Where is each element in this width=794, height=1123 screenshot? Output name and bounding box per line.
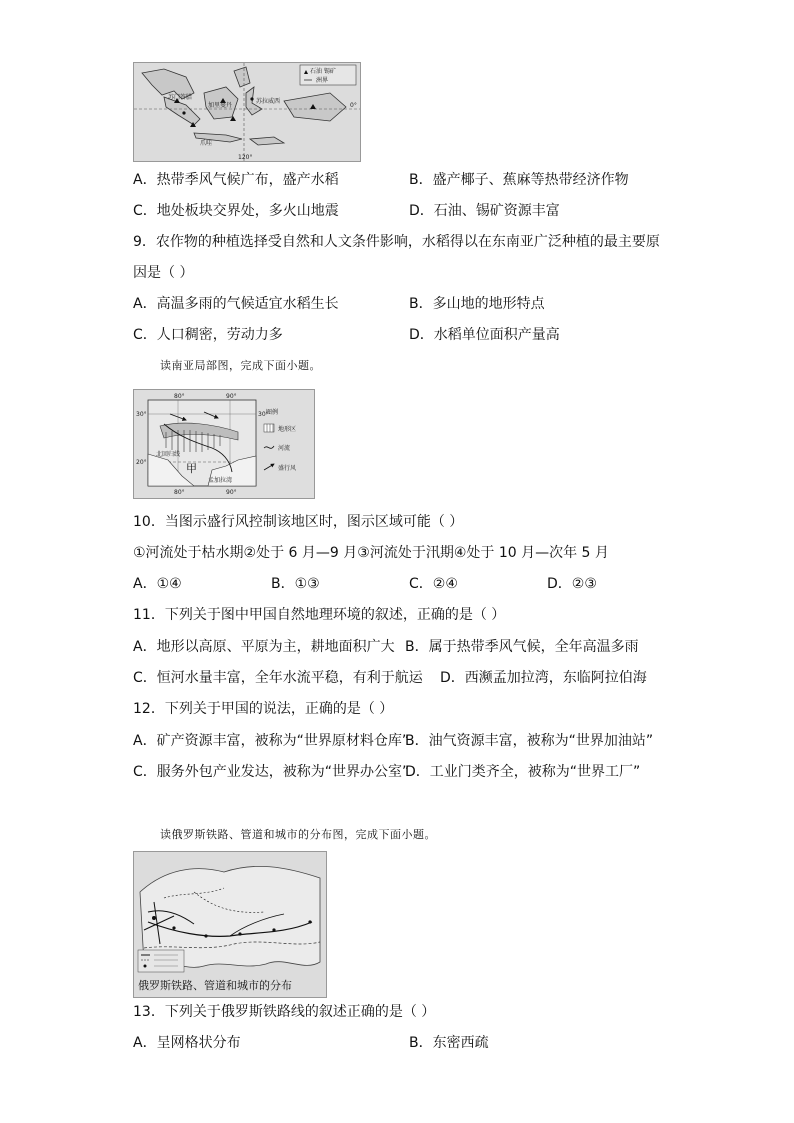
q9-option-d[interactable]: D．水稻单位面积产量高: [409, 327, 560, 343]
q10-option-d[interactable]: D．②③: [547, 576, 597, 592]
q11-option-a[interactable]: A．地形以高原、平原为主，耕地面积广大: [133, 639, 395, 655]
label-kalimantan: 加里曼丹: [208, 102, 233, 109]
legend-terrain-label: 地形区: [278, 426, 297, 433]
q11-stem: 11．下列关于图中甲国自然地理环境的叙述，正确的是（ ）: [133, 607, 506, 623]
q12-option-c[interactable]: C．服务外包产业发达，被称为“世界办公室”: [133, 764, 410, 780]
q11-option-d[interactable]: D．西濒孟加拉湾，东临阿拉伯海: [440, 670, 647, 686]
q10-option-a[interactable]: A．①④: [133, 576, 182, 592]
legend-river-label: 河流: [278, 445, 291, 452]
label-lat-30-right: 30°: [258, 411, 269, 418]
southeast-asia-map: [133, 62, 361, 162]
legend-border-label: 洲界: [316, 77, 329, 84]
russia-map-caption: 俄罗斯铁路、管道和城市的分布: [138, 979, 292, 992]
q11-option-b[interactable]: B．属于热带季风气候，全年高温多雨: [405, 639, 639, 655]
label-bay-of-bengal: 孟加拉湾: [208, 477, 233, 484]
q12-option-a[interactable]: A．矿产资源丰富，被称为“世界原材料仓库”: [133, 733, 410, 749]
russia-map: [133, 851, 327, 998]
q10-option-b[interactable]: B．①③: [271, 576, 320, 592]
legend-title: 图例: [266, 409, 279, 416]
legend-wind-label: 盛行风: [278, 465, 297, 472]
q8-option-c[interactable]: C．地处板块交界处，多火山地震: [133, 203, 339, 219]
legend-tin-label: 石油 锡矿: [310, 68, 336, 75]
q8-option-d[interactable]: D．石油、锡矿资源丰富: [409, 203, 560, 219]
intro-south-asia: 读南亚局部图，完成下面小题。: [160, 359, 321, 372]
q13-option-b[interactable]: B．东密西疏: [409, 1035, 489, 1051]
label-equator: 0°: [350, 102, 357, 109]
label-lon-80-bottom: 80°: [174, 489, 185, 496]
q8-option-a[interactable]: A．热带季风气候广布，盛产水稻: [133, 172, 339, 188]
label-java: 爪哇: [200, 140, 213, 147]
q11-option-c[interactable]: C．恒河水量丰富，全年水流平稳，有利于航运: [133, 670, 423, 686]
label-lat-20-left: 20°: [136, 459, 147, 466]
label-lon-90-top: 90°: [226, 393, 237, 400]
label-sumatra: 苏门答腊: [168, 94, 193, 101]
q12-option-b[interactable]: B．油气资源丰富，被称为“世界加油站”: [405, 733, 654, 749]
label-sulawesi: 苏拉威西: [256, 98, 281, 105]
q10-option-c[interactable]: C．②④: [409, 576, 458, 592]
label-lat-30-left: 30°: [136, 411, 147, 418]
label-lon-90-bottom: 90°: [226, 489, 237, 496]
label-120: 120°: [238, 154, 253, 161]
label-jia: 甲: [186, 462, 197, 475]
south-asia-map: [133, 389, 315, 499]
q12-option-d[interactable]: D．工业门类齐全，被称为“世界工厂”: [405, 764, 641, 780]
label-lon-80-top: 80°: [174, 393, 185, 400]
q9-option-a[interactable]: A．高温多雨的气候适宜水稻生长: [133, 296, 339, 312]
q13-option-a[interactable]: A．呈网格状分布: [133, 1035, 241, 1051]
q12-stem: 12．下列关于甲国的说法，正确的是（ ）: [133, 701, 394, 717]
q13-stem: 13．下列关于俄罗斯铁路线的叙述正确的是（ ）: [133, 1004, 436, 1020]
q10-statements: ①河流处于枯水期②处于 6 月—9 月③河流处于汛期④处于 10 月—次年 5 月: [133, 545, 609, 561]
label-tropic: 北回归线: [156, 451, 181, 458]
intro-russia: 读俄罗斯铁路、管道和城市的分布图，完成下面小题。: [160, 828, 436, 841]
q8-option-b[interactable]: B．盛产椰子、蕉麻等热带经济作物: [409, 172, 629, 188]
q9-stem-line2: 因是（ ）: [133, 265, 194, 281]
q10-stem: 10．当图示盛行风控制该地区时，图示区域可能（ ）: [133, 514, 464, 530]
q9-stem-line1: 9．农作物的种植选择受自然和人文条件影响，水稻得以在东南亚广泛种植的最主要原: [133, 234, 660, 250]
q9-option-b[interactable]: B．多山地的地形特点: [409, 296, 545, 312]
q9-option-c[interactable]: C．人口稠密，劳动力多: [133, 327, 283, 343]
